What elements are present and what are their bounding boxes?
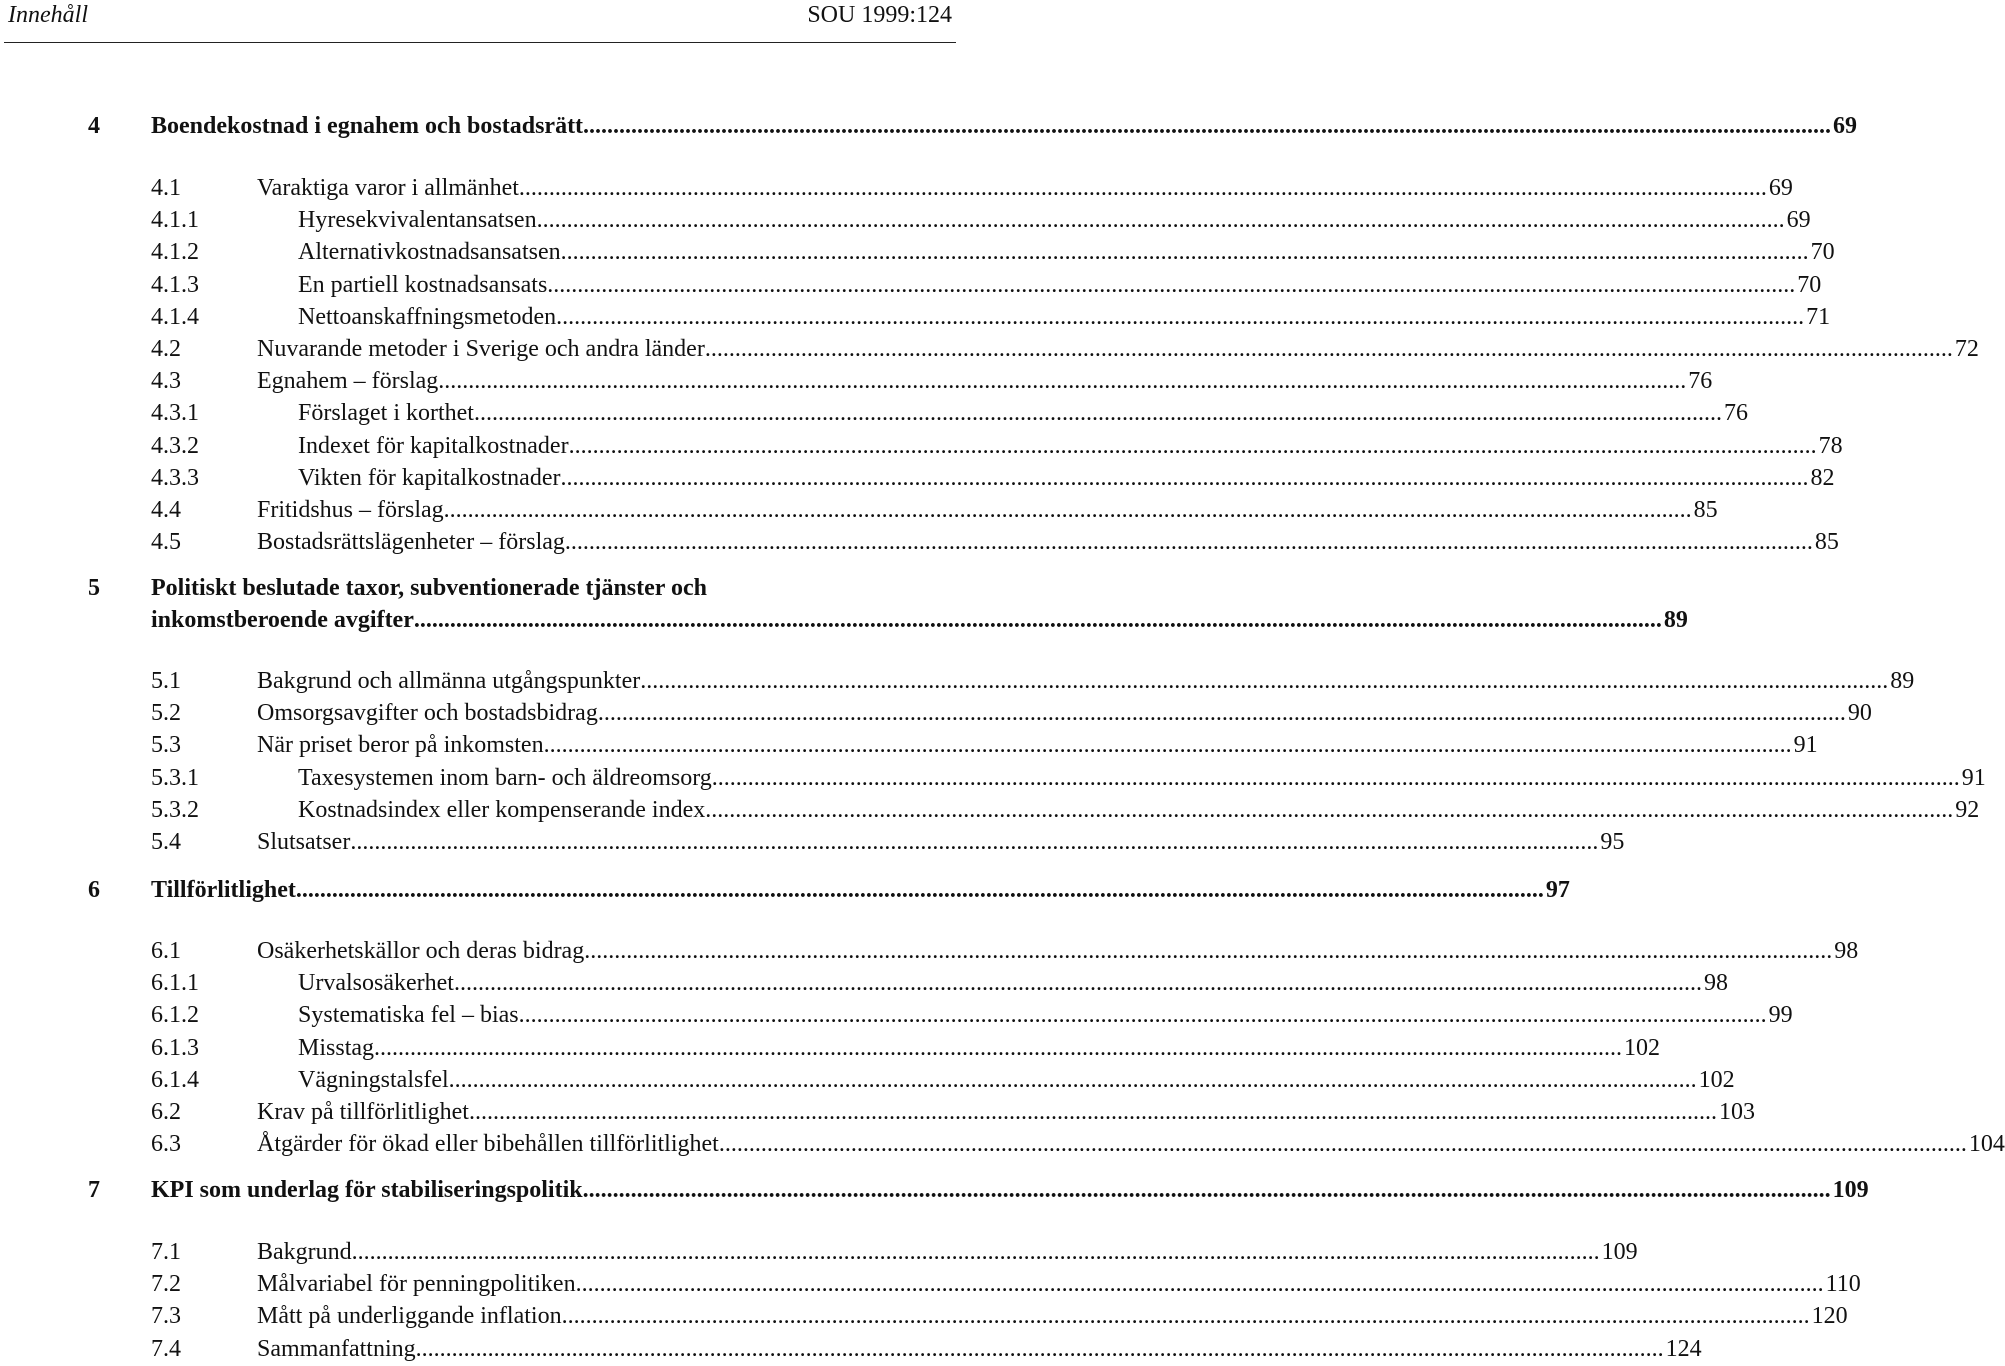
toc-entry-line (257, 698, 1872, 728)
section-number: 4.1.2 (151, 239, 199, 265)
document-reference: SOU 1999:124 (807, 2, 952, 28)
chapter-number: 4 (88, 113, 100, 139)
page-number: 69 (1768, 175, 1793, 201)
entry-title: En partiell kostnadsansats (298, 272, 548, 298)
toc-entry-line (298, 1000, 1793, 1030)
page-number: 76 (1688, 368, 1713, 394)
dot-leader (547, 270, 1795, 300)
toc-entry-line (298, 1065, 1735, 1095)
section-number: 4.1.1 (151, 207, 199, 233)
dot-leader (598, 698, 1846, 728)
toc-section[interactable] (0, 1097, 1755, 1129)
toc-subsection[interactable] (0, 968, 1728, 1000)
page-number: 95 (1600, 829, 1625, 855)
toc-entry-line (257, 1097, 1755, 1127)
page-number: 103 (1718, 1099, 1755, 1125)
entry-title: inkomstberoende avgifter (151, 607, 414, 633)
toc-entry-line (257, 1334, 1702, 1364)
section-number: 7.2 (151, 1271, 181, 1297)
page-number: 72 (1954, 336, 1979, 362)
dot-leader (576, 1269, 1824, 1299)
page-number: 85 (1693, 497, 1718, 523)
chapter-title-line: Politiskt beslutade taxor, subventionerade tjänster och (151, 575, 708, 601)
dot-leader (414, 604, 1662, 636)
dot-leader (583, 110, 1831, 142)
dot-leader (454, 968, 1702, 998)
toc-section[interactable] (0, 666, 1915, 698)
dot-leader (719, 1129, 1967, 1159)
entry-title: Taxesystemen inom barn- och äldreomsorg (298, 765, 712, 791)
dot-leader (438, 366, 1686, 396)
dot-leader (640, 666, 1888, 696)
page-number: 109 (1832, 1177, 1869, 1203)
toc-entry-line (257, 1269, 1861, 1299)
entry-title: Indexet för kapitalkostnader (298, 433, 569, 459)
entry-title: Urvalsosäkerhet (298, 970, 454, 996)
section-number: 5.3.1 (151, 765, 199, 791)
entry-title: Bakgrund och allmänna utgångspunkter (257, 668, 641, 694)
section-number: 5.1 (151, 668, 181, 694)
page-number: 78 (1818, 433, 1843, 459)
entry-title: Nettoanskaffningsmetoden (298, 304, 557, 330)
dot-leader (416, 1334, 1664, 1364)
toc-entry-line (298, 968, 1728, 998)
toc-entry-line (257, 366, 1713, 396)
entry-title: Misstag (298, 1035, 375, 1061)
section-number: 6.1 (151, 938, 181, 964)
dot-leader (584, 936, 1832, 966)
dot-leader (449, 1065, 1697, 1095)
page-number: 70 (1797, 272, 1822, 298)
toc-subsection[interactable] (0, 270, 1822, 302)
toc-entry-line (298, 431, 1843, 461)
section-number: 4.3.2 (151, 433, 199, 459)
entry-title: Egnahem – förslag (257, 368, 439, 394)
toc-entry-line (298, 763, 1986, 793)
toc-section[interactable] (0, 495, 1718, 527)
page-number: 90 (1847, 700, 1872, 726)
toc-entry-line (298, 237, 1835, 267)
section-number: 6.3 (151, 1131, 181, 1157)
entry-title: Målvariabel för penningpolitiken (257, 1271, 576, 1297)
section-number: 7.3 (151, 1303, 181, 1329)
entry-title: Bakgrund (257, 1239, 352, 1265)
dot-leader (519, 1000, 1767, 1030)
section-number: 4.1 (151, 175, 181, 201)
dot-leader (374, 1033, 1622, 1063)
toc-entry-line (151, 1174, 1869, 1206)
toc-entry-line (257, 495, 1718, 525)
dot-leader (519, 173, 1767, 203)
toc-entry-line (257, 1129, 2005, 1159)
section-number: 6.1.3 (151, 1035, 199, 1061)
page-number: 102 (1698, 1067, 1735, 1093)
entry-title: Hyresekvivalentansatsen (298, 207, 537, 233)
entry-title: Nuvarande metoder i Sverige och andra länder (257, 336, 705, 362)
toc-subsection[interactable] (0, 763, 1986, 795)
dot-leader (352, 1237, 1600, 1267)
dot-leader (583, 1174, 1831, 1206)
entry-title: Sammanfattning (257, 1336, 416, 1362)
dot-leader (474, 398, 1722, 428)
toc-section[interactable] (0, 1129, 2005, 1161)
entry-title: Fritidshus – förslag (257, 497, 444, 523)
page-number: 91 (1793, 732, 1818, 758)
section-number: 5.3 (151, 732, 181, 758)
toc-subsection[interactable] (0, 398, 1748, 430)
entry-title: Bostadsrättslägenheter – förslag (257, 529, 565, 555)
toc-entry-line (257, 666, 1915, 696)
toc-section[interactable] (0, 173, 1793, 205)
chapter-heading[interactable] (0, 572, 1688, 638)
page-number: 71 (1806, 304, 1831, 330)
toc-entry-line (257, 173, 1793, 203)
dot-leader (705, 795, 1953, 825)
dot-leader (444, 495, 1692, 525)
entry-title: Krav på tillförlitlighet (257, 1099, 469, 1125)
toc-entry-line (151, 874, 1570, 906)
page-number: 110 (1825, 1271, 1861, 1297)
dot-leader (705, 334, 1953, 364)
page-number: 120 (1811, 1303, 1848, 1329)
toc-entry-line (257, 1237, 1638, 1267)
section-number: 5.2 (151, 700, 181, 726)
page-number: 98 (1703, 970, 1728, 996)
dot-leader (562, 1301, 1810, 1331)
page-number: 98 (1834, 938, 1859, 964)
chapter-heading[interactable] (0, 1174, 1869, 1206)
toc-entry-line (257, 936, 1859, 966)
toc-entry-line (298, 1033, 1661, 1063)
toc-subsection[interactable] (0, 237, 1835, 269)
page-number: 124 (1665, 1336, 1702, 1362)
page-number: 99 (1768, 1002, 1793, 1028)
entry-title: Mått på underliggande inflation (257, 1303, 562, 1329)
entry-title: Vägningstalsfel (298, 1067, 449, 1093)
chapter-heading[interactable] (0, 874, 1570, 906)
chapter-number: 5 (88, 575, 100, 601)
page-number: 76 (1723, 400, 1748, 426)
section-number: 4.3.1 (151, 400, 199, 426)
entry-title: Tillförlitlighet (151, 877, 296, 903)
section-number: 6.1.2 (151, 1002, 199, 1028)
toc-section[interactable] (0, 1269, 1861, 1301)
toc-section[interactable] (0, 1237, 1638, 1269)
page-number: 82 (1810, 465, 1835, 491)
entry-title: När priset beror på inkomsten (257, 732, 544, 758)
section-number: 4.4 (151, 497, 181, 523)
toc-entry-line (298, 302, 1831, 332)
dot-leader (712, 763, 1960, 793)
entry-title: Alternativkostnadsansatsen (298, 239, 561, 265)
toc-entry-line (257, 730, 1818, 760)
toc-section[interactable] (0, 1301, 1848, 1333)
chapter-number: 7 (88, 1177, 100, 1203)
page-number: 104 (1968, 1131, 2005, 1157)
page-number: 109 (1601, 1239, 1638, 1265)
toc-section[interactable] (0, 527, 1839, 559)
entry-title: Åtgärder för ökad eller bibehållen tillförlitlighet (257, 1131, 719, 1157)
dot-leader (569, 431, 1817, 461)
page-number: 91 (1961, 765, 1986, 791)
entry-title: Varaktiga varor i allmänhet (257, 175, 519, 201)
section-number: 4.1.3 (151, 272, 199, 298)
page-number: 102 (1624, 1035, 1661, 1061)
section-number: 7.4 (151, 1336, 181, 1362)
toc-section[interactable] (0, 827, 1625, 859)
toc-section[interactable] (0, 698, 1872, 730)
section-number: 7.1 (151, 1239, 181, 1265)
toc-entry-line (151, 110, 1858, 142)
entry-title: Slutsatser (257, 829, 351, 855)
section-number: 4.5 (151, 529, 181, 555)
section-label: Innehåll (8, 2, 88, 28)
dot-leader (560, 463, 1808, 493)
chapter-number: 6 (88, 877, 100, 903)
entry-title: Osäkerhetskällor och deras bidrag (257, 938, 585, 964)
toc-subsection[interactable] (0, 1033, 1661, 1065)
entry-title: Omsorgsavgifter och bostadsbidrag (257, 700, 598, 726)
section-number: 4.2 (151, 336, 181, 362)
toc-entry-line (257, 1301, 1848, 1331)
chapter-heading[interactable] (0, 110, 1858, 142)
page-number: 92 (1955, 797, 1980, 823)
page-number: 69 (1833, 113, 1858, 139)
page-number: 89 (1890, 668, 1915, 694)
section-number: 4.1.4 (151, 304, 199, 330)
toc-section[interactable] (0, 366, 1713, 398)
page-number: 85 (1814, 529, 1839, 555)
dot-leader (544, 730, 1792, 760)
toc-entry-line (257, 334, 1979, 364)
page-number: 97 (1545, 877, 1570, 903)
toc-entry-line (298, 463, 1835, 493)
toc-entry-line (298, 398, 1748, 428)
dot-leader (296, 874, 1544, 906)
section-number: 6.1.4 (151, 1067, 199, 1093)
section-number: 6.1.1 (151, 970, 199, 996)
section-number: 6.2 (151, 1099, 181, 1125)
toc-subsection[interactable] (0, 302, 1831, 334)
entry-title: Förslaget i korthet (298, 400, 474, 426)
entry-title: Systematiska fel – bias (298, 1002, 519, 1028)
toc-entry-line (257, 527, 1839, 557)
entry-title: Boendekostnad i egnahem och bostadsrätt (151, 113, 584, 139)
toc-entry-line (298, 795, 1980, 825)
toc-section[interactable] (0, 1334, 1702, 1366)
toc-subsection[interactable] (0, 463, 1835, 495)
entry-title: Kostnadsindex eller kompenserande index (298, 797, 706, 823)
section-number: 5.3.2 (151, 797, 199, 823)
toc-section[interactable] (0, 936, 1859, 968)
entry-title: Vikten för kapitalkostnader (298, 465, 561, 491)
dot-leader (565, 527, 1813, 557)
section-number: 4.3.3 (151, 465, 199, 491)
dot-leader (537, 205, 1785, 235)
page-number: 70 (1810, 239, 1835, 265)
section-number: 5.4 (151, 829, 181, 855)
toc-subsection[interactable] (0, 205, 1811, 237)
dot-leader (469, 1097, 1717, 1127)
page-number: 89 (1663, 607, 1688, 633)
toc-subsection[interactable] (0, 1065, 1735, 1097)
page-number: 69 (1786, 207, 1811, 233)
dot-leader (561, 237, 1809, 267)
dot-leader (350, 827, 1598, 857)
entry-title: KPI som underlag för stabiliseringspolitik (151, 1177, 583, 1203)
toc-entry-line (151, 604, 1688, 636)
toc-entry-line (298, 205, 1811, 235)
dot-leader (556, 302, 1804, 332)
toc-entry-line (257, 827, 1625, 857)
toc-entry-line (298, 270, 1822, 300)
toc-section[interactable] (0, 730, 1818, 762)
toc-subsection[interactable] (0, 795, 1980, 827)
toc-subsection[interactable] (0, 1000, 1793, 1032)
section-number: 4.3 (151, 368, 181, 394)
toc-subsection[interactable] (0, 431, 1843, 463)
toc-section[interactable] (0, 334, 1979, 366)
